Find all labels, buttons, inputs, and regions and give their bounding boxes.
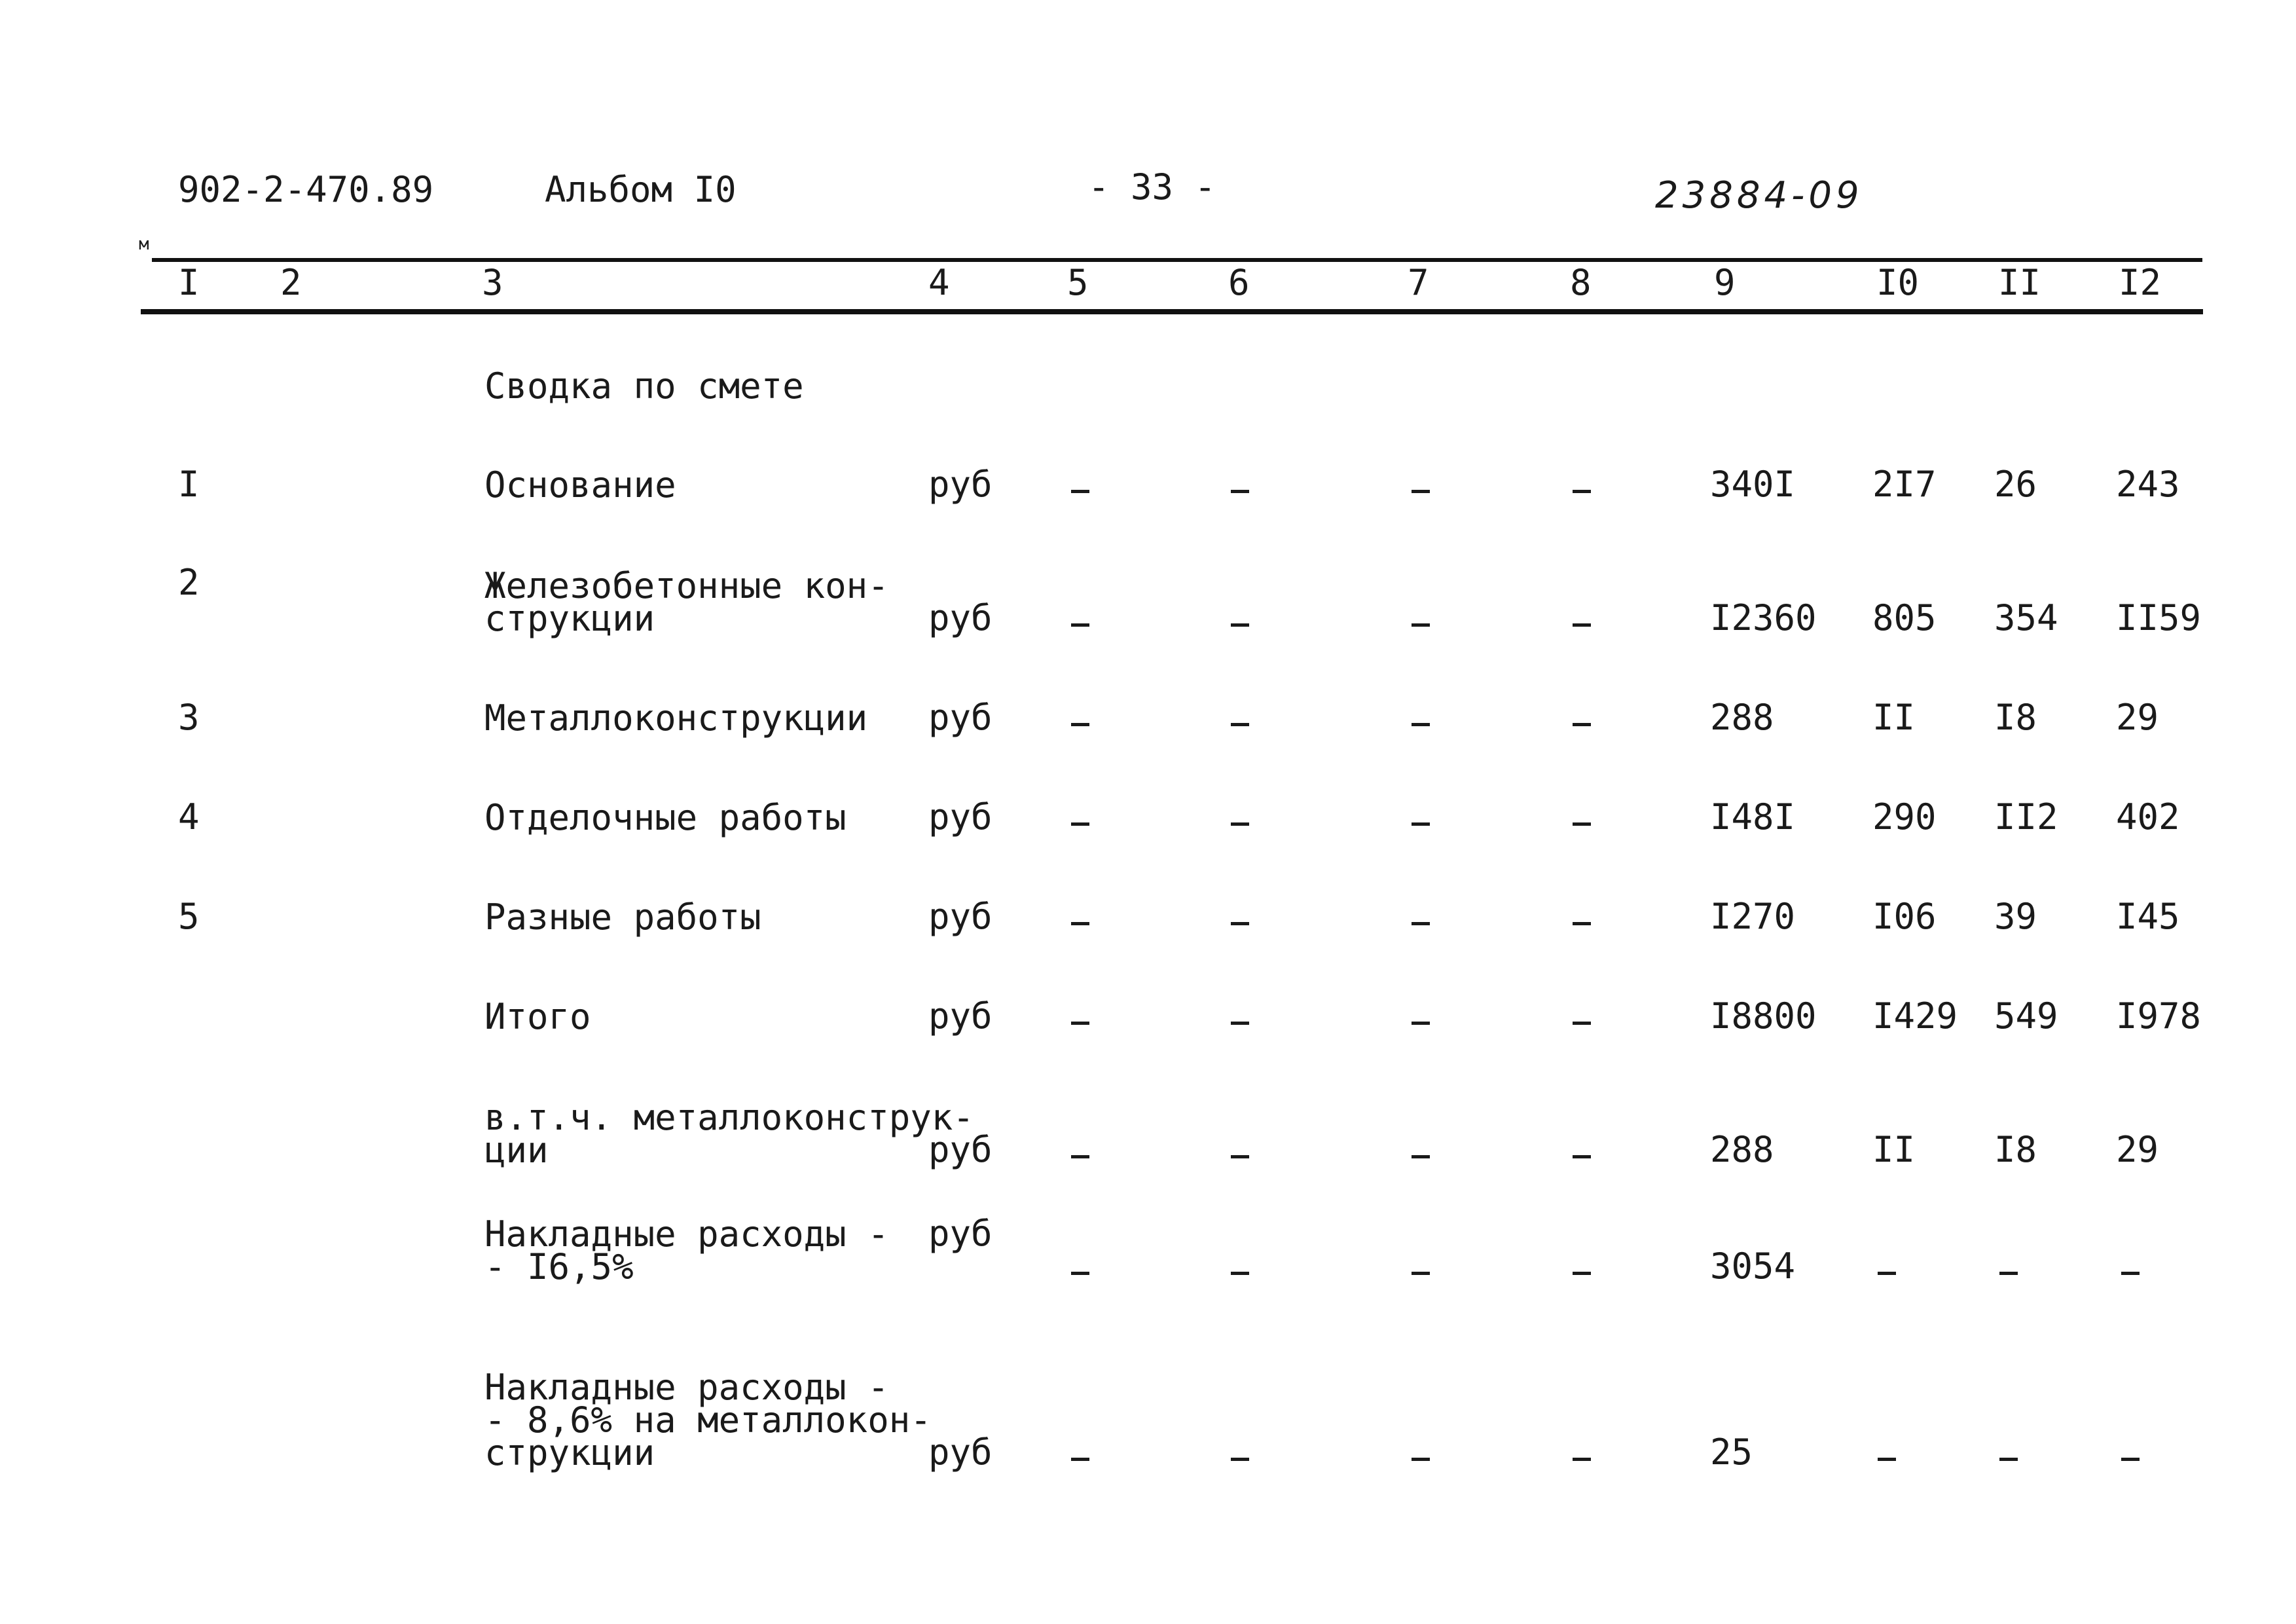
row-c5-dash <box>1071 922 1089 925</box>
row-c5-dash <box>1071 623 1089 627</box>
row-c7-dash <box>1412 1155 1430 1158</box>
row-value-c11: 39 <box>1994 896 2037 937</box>
archive-code: 23884-09 <box>1655 174 1863 217</box>
row-name-line: - I6,5% <box>484 1246 634 1287</box>
column-number-1: I <box>178 262 200 303</box>
row-c5-dash <box>1071 1272 1089 1275</box>
row-value-c10: 2I7 <box>1872 464 1937 505</box>
row-value-c9: I48I <box>1710 796 1796 838</box>
row-c6-dash <box>1231 623 1249 627</box>
row-c6-dash <box>1231 490 1249 493</box>
row-value-c9: 3054 <box>1710 1246 1796 1287</box>
row-value-c12: II59 <box>2116 597 2202 638</box>
row-unit: руб <box>928 1431 993 1473</box>
row-value-c12: 29 <box>2116 697 2159 738</box>
row-unit: руб <box>928 1213 993 1254</box>
row-c6-dash <box>1231 1458 1249 1461</box>
album-label: Альбом I0 <box>545 169 737 210</box>
column-number-10: I0 <box>1876 262 1920 303</box>
column-number-5: 5 <box>1067 262 1089 303</box>
row-c6-dash <box>1231 723 1249 726</box>
row-c10-dash <box>1878 1272 1896 1275</box>
row-c5-dash <box>1071 1155 1089 1158</box>
row-value-c9: I270 <box>1710 896 1796 937</box>
row-value-c10: I06 <box>1872 896 1937 937</box>
page-number: - 33 - <box>1088 166 1216 208</box>
row-unit: руб <box>928 896 993 937</box>
row-unit: руб <box>928 464 993 505</box>
row-value-c9: 288 <box>1710 697 1774 738</box>
row-value-c9: 288 <box>1710 1129 1774 1170</box>
row-unit: руб <box>928 995 993 1037</box>
row-c8-dash <box>1573 1272 1591 1275</box>
row-c7-dash <box>1412 822 1430 826</box>
row-c7-dash <box>1412 1272 1430 1275</box>
row-name-line: - 8,6% на металлокон- <box>484 1399 932 1441</box>
row-c8-dash <box>1573 822 1591 826</box>
row-c6-dash <box>1231 1155 1249 1158</box>
row-value-c10: II <box>1872 1129 1916 1170</box>
column-number-4: 4 <box>928 262 950 303</box>
corner-mark: м <box>139 234 149 254</box>
row-c7-dash <box>1412 1022 1430 1025</box>
row-c6-dash <box>1231 922 1249 925</box>
row-c5-dash <box>1071 1022 1089 1025</box>
row-c8-dash <box>1573 1458 1591 1461</box>
row-c5-dash <box>1071 723 1089 726</box>
row-c11-dash <box>1999 1272 2018 1275</box>
row-value-c9: 340I <box>1710 464 1796 505</box>
row-unit: руб <box>928 697 993 738</box>
row-value-c10: 805 <box>1872 597 1937 638</box>
row-value-c12: 243 <box>2116 464 2180 505</box>
row-unit: руб <box>928 597 993 638</box>
row-number: 3 <box>178 697 200 738</box>
row-value-c11: 549 <box>1994 995 2058 1037</box>
row-value-c11: I8 <box>1994 697 2037 738</box>
row-value-c11: I8 <box>1994 1129 2037 1170</box>
row-name-line: Накладные расходы - <box>484 1213 889 1255</box>
row-c8-dash <box>1573 1155 1591 1158</box>
row-name-line: ции <box>484 1130 549 1171</box>
row-unit: руб <box>928 1129 993 1170</box>
column-number-12: I2 <box>2119 262 2162 303</box>
row-value-c12: I978 <box>2116 995 2202 1037</box>
row-c7-dash <box>1412 623 1430 627</box>
row-c11-dash <box>1999 1458 2018 1461</box>
row-c8-dash <box>1573 490 1591 493</box>
row-number: 2 <box>178 562 200 603</box>
row-name-line: Основание <box>484 464 676 506</box>
row-value-c9: I2360 <box>1710 597 1817 638</box>
row-name-line: Разные работы <box>484 896 761 938</box>
document-number: 902-2-470.89 <box>178 169 434 210</box>
row-c6-dash <box>1231 822 1249 826</box>
row-c8-dash <box>1573 922 1591 925</box>
row-number: I <box>178 464 200 505</box>
row-name-line: струкции <box>484 1432 655 1473</box>
row-c8-dash <box>1573 1022 1591 1025</box>
row-value-c11: 26 <box>1994 464 2037 505</box>
header-bottom-rule <box>141 309 2203 314</box>
row-value-c11: II2 <box>1994 796 2058 838</box>
row-c7-dash <box>1412 490 1430 493</box>
row-c8-dash <box>1573 623 1591 627</box>
column-number-2: 2 <box>280 262 302 303</box>
row-c6-dash <box>1231 1022 1249 1025</box>
column-number-6: 6 <box>1228 262 1250 303</box>
row-c10-dash <box>1878 1458 1896 1461</box>
row-c7-dash <box>1412 1458 1430 1461</box>
row-value-c11: 354 <box>1994 597 2058 638</box>
row-name-line: Накладные расходы - <box>484 1367 889 1408</box>
row-c5-dash <box>1071 1458 1089 1461</box>
column-number-9: 9 <box>1714 262 1736 303</box>
row-unit: руб <box>928 796 993 838</box>
row-value-c12: 402 <box>2116 796 2180 838</box>
row-c8-dash <box>1573 723 1591 726</box>
row-name-line: Отделочные работы <box>484 797 847 838</box>
row-value-c12: I45 <box>2116 896 2180 937</box>
row-name-line: Железобетонные кон- <box>484 565 889 606</box>
row-name-line: струкции <box>484 598 655 639</box>
row-value-c9: I8800 <box>1710 995 1817 1037</box>
row-value-c9: 25 <box>1710 1431 1753 1473</box>
column-number-11: II <box>1998 262 2041 303</box>
row-c12-dash <box>2121 1458 2140 1461</box>
row-value-c10: II <box>1872 697 1916 738</box>
column-number-7: 7 <box>1408 262 1429 303</box>
row-c5-dash <box>1071 822 1089 826</box>
row-name-line: Итого <box>484 996 591 1037</box>
row-number: 5 <box>178 896 200 937</box>
row-number: 4 <box>178 796 200 838</box>
row-c5-dash <box>1071 490 1089 493</box>
row-value-c10: I429 <box>1872 995 1958 1037</box>
row-value-c12: 29 <box>2116 1129 2159 1170</box>
row-name-line: в.т.ч. металлоконструк- <box>484 1097 974 1138</box>
column-number-3: 3 <box>482 262 503 303</box>
row-c12-dash <box>2121 1272 2140 1275</box>
row-c7-dash <box>1412 723 1430 726</box>
row-value-c10: 290 <box>1872 796 1937 838</box>
row-c7-dash <box>1412 922 1430 925</box>
section-title: Сводка по смете <box>484 365 804 407</box>
row-name-line: Металлоконструкции <box>484 697 868 739</box>
row-c6-dash <box>1231 1272 1249 1275</box>
column-number-8: 8 <box>1570 262 1592 303</box>
